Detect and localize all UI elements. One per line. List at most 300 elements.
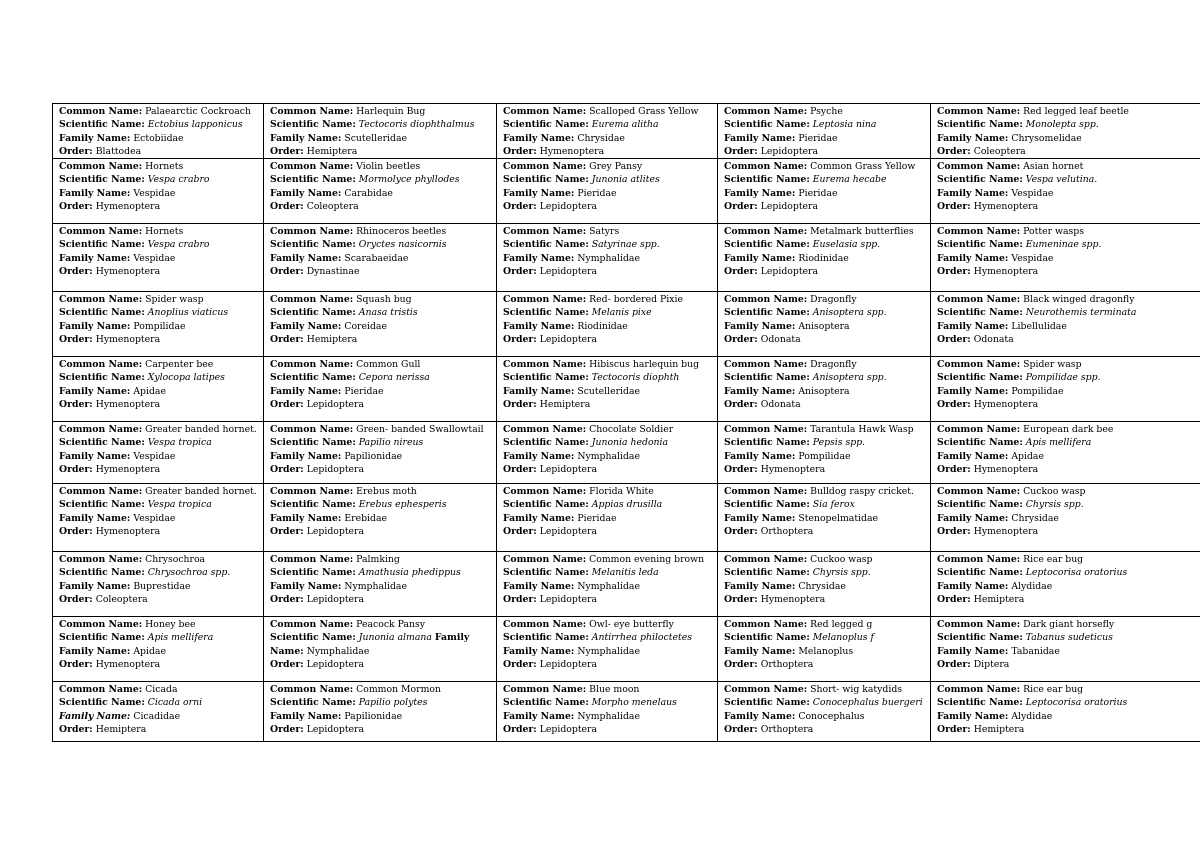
insect-card (264, 484, 497, 552)
scientific-name-label: Scientific Name: (59, 372, 145, 384)
common-name-line (724, 358, 930, 371)
family-name-line (724, 645, 930, 658)
common-name-line (59, 618, 263, 631)
family-name-line (270, 187, 496, 200)
common-name-line (937, 358, 1200, 371)
family-name-line (59, 580, 263, 593)
order-line (503, 593, 717, 606)
common-name-value: Owl- eye butterfly (589, 619, 674, 631)
scientific-name-value: Vespa crabro (147, 239, 210, 251)
order-value: Hymenoptera (95, 464, 161, 476)
table-row (53, 422, 1200, 484)
scientific-name-value: Pepsis spp. (812, 437, 866, 449)
scientific-name-value: Chyrsis spp. (1025, 499, 1084, 511)
scientific-name-label: Scientific Name: (724, 697, 810, 709)
order-value: Lepidoptera (539, 266, 598, 278)
insect-card (931, 617, 1200, 682)
order-line (503, 200, 717, 213)
scientific-name-label: Scientific Name: (59, 567, 145, 579)
family-name-line (270, 132, 496, 145)
insect-card (497, 617, 718, 682)
order-value: Hymenoptera (95, 526, 161, 538)
family-name-label: Family Name: (503, 132, 575, 144)
insect-card (497, 224, 718, 292)
common-name-line (937, 683, 1200, 696)
insect-card (718, 617, 931, 682)
common-name-value: Common Mormon (356, 684, 441, 696)
family-name-label: Family Name: (59, 512, 131, 524)
order-line (937, 525, 1200, 538)
common-name-label: Common Name: (59, 106, 143, 117)
family-name-label: Family Name: (270, 320, 342, 332)
scientific-name-value: Oryctes nasicornis (358, 239, 447, 251)
insect-card (264, 292, 497, 357)
common-name-line (724, 225, 930, 238)
order-label: Order: (724, 145, 758, 157)
order-label: Order: (724, 266, 758, 278)
common-name-value: Dragonfly (810, 294, 857, 306)
family-name-line (503, 385, 717, 398)
insect-card (53, 104, 264, 159)
common-name-line (724, 160, 930, 173)
order-value: Hemiptera (95, 724, 147, 736)
order-value: Lepidoptera (306, 594, 365, 606)
insect-card (497, 682, 718, 742)
family-name-label: Family Name: (937, 252, 1009, 264)
scientific-name-label: Scientific Name: (59, 239, 145, 251)
common-name-label: Common Name: (724, 684, 808, 696)
order-label: Order: (270, 334, 304, 346)
common-name-label: Common Name: (270, 106, 354, 117)
common-name-label: Common Name: (59, 486, 143, 498)
common-name-value: Green- banded Swallowtail (356, 424, 484, 436)
table-row (53, 357, 1200, 422)
common-name-label: Common Name: (59, 424, 143, 436)
family-name-line (937, 450, 1200, 463)
family-name-value: Pompilidae (798, 450, 851, 462)
family-name-label: Family Name: (59, 320, 131, 332)
scientific-name-value: Euselasia spp. (812, 239, 881, 251)
order-value: Hymenoptera (95, 201, 161, 213)
order-line (270, 145, 496, 158)
common-name-value: Palmking (356, 554, 400, 566)
insect-card (53, 224, 264, 292)
scientific-name-line (724, 173, 930, 186)
order-label: Order: (937, 399, 971, 411)
scientific-name-line (937, 306, 1200, 319)
scientific-name-label: Scientific Name: (724, 119, 810, 131)
scientific-name-value: Vespa crabro (147, 174, 210, 186)
family-name-label: Family Name: (59, 450, 131, 462)
scientific-name-value: Melanitis leda (591, 567, 659, 579)
table-row (53, 484, 1200, 552)
insect-card (931, 682, 1200, 742)
family-name-line (59, 710, 263, 723)
common-name-line (270, 485, 496, 498)
common-name-label: Common Name: (59, 619, 143, 631)
order-line (270, 200, 496, 213)
order-label: Order: (59, 266, 93, 278)
insect-card (53, 552, 264, 617)
order-label: Order: (59, 724, 93, 736)
common-name-label: Common Name: (503, 294, 587, 306)
scientific-name-line (724, 306, 930, 319)
order-value: Orthoptera (760, 526, 814, 538)
insect-card (931, 292, 1200, 357)
family-name-value: Erebidae (344, 512, 387, 524)
family-name-value: Libellulidae (1011, 320, 1067, 332)
order-value: Coleoptera (306, 201, 359, 213)
common-name-label: Common Name: (59, 294, 143, 306)
common-name-line (724, 553, 930, 566)
common-name-value: Spider wasp (1023, 359, 1082, 371)
scientific-name-value: Melanoplus f (812, 632, 874, 644)
common-name-label: Common Name: (270, 424, 354, 436)
order-line (937, 333, 1200, 346)
scientific-name-line (59, 566, 263, 579)
order-label: Order: (59, 659, 93, 671)
scientific-name-label: Scientific Name: (503, 174, 589, 186)
common-name-value: Rhinoceros beetles (356, 226, 447, 238)
insect-card (718, 484, 931, 552)
scientific-name-label: Scientific Name: (59, 437, 145, 449)
insect-card (931, 224, 1200, 292)
scientific-name-value: Junonia almana (358, 632, 432, 644)
scientific-name-label: Scientific Name: (937, 437, 1023, 449)
common-name-value: Chrysochroa (145, 554, 206, 566)
common-name-label: Common Name: (937, 106, 1021, 117)
insect-card (931, 552, 1200, 617)
order-value: Lepidoptera (539, 724, 598, 736)
common-name-value: Peacock Pansy (356, 619, 426, 631)
family-name-label: Family Name: (503, 320, 575, 332)
common-name-label: Common Name: (59, 226, 143, 238)
family-name-value: Ectobiidae (133, 132, 184, 144)
family-name-line (724, 320, 930, 333)
common-name-line (937, 160, 1200, 173)
order-line (270, 398, 496, 411)
family-name-line (270, 645, 496, 658)
family-name-line (270, 252, 496, 265)
common-name-label: Common Name: (503, 554, 587, 566)
scientific-name-value: Monolepta spp. (1025, 119, 1099, 131)
family-name-line (59, 512, 263, 525)
insect-card (264, 357, 497, 422)
family-name-line (937, 187, 1200, 200)
common-name-line (59, 160, 263, 173)
insect-card (931, 159, 1200, 224)
common-name-line (59, 485, 263, 498)
common-name-label: Common Name: (270, 226, 354, 238)
common-name-line (724, 683, 930, 696)
scientific-name-label: Scientific Name: (503, 499, 589, 511)
family-name-value: Pieridae (577, 512, 617, 524)
family-name-label: Family Name: (724, 187, 796, 199)
order-label: Order: (270, 594, 304, 606)
scientific-name-line (503, 436, 717, 449)
family-name-label: Family Name: (503, 580, 575, 592)
family-name-label: Family Name: (503, 252, 575, 264)
common-name-line (724, 105, 930, 118)
common-name-label: Common Name: (724, 359, 808, 371)
order-value: Hymenoptera (95, 334, 161, 346)
family-name-label: Family Name: (503, 512, 575, 524)
scientific-name-label: Scientific Name: (937, 499, 1023, 511)
scientific-name-value: Junonia atlites (591, 174, 660, 186)
common-name-value: Dragonfly (810, 359, 857, 371)
family-name-value: Vespidae (1011, 187, 1054, 199)
scientific-name-line (270, 566, 496, 579)
scientific-name-line (59, 238, 263, 251)
common-name-value: Florida White (589, 486, 654, 498)
common-name-label: Common Name: (724, 226, 808, 238)
family-name-label-part: Family (434, 632, 470, 644)
family-name-value: Nymphalidae (577, 252, 640, 264)
order-line (503, 525, 717, 538)
order-label: Order: (270, 659, 304, 671)
order-label: Order: (503, 266, 537, 278)
family-name-label: Family Name: (937, 645, 1009, 657)
scientific-name-value: Xylocopa latipes (147, 372, 225, 384)
order-label: Order: (270, 724, 304, 736)
insect-card (718, 159, 931, 224)
scientific-name-label: Scientific Name: (724, 632, 810, 644)
scientific-name-label: Scientific Name: (270, 119, 356, 131)
order-label: Order: (724, 464, 758, 476)
scientific-name-label: Scientific Name: (503, 567, 589, 579)
insect-card (53, 422, 264, 484)
common-name-value: Metalmark butterflies (810, 226, 914, 238)
scientific-name-line (724, 436, 930, 449)
family-name-label: Family Name: (937, 320, 1009, 332)
family-name-value: Anisoptera (798, 385, 850, 397)
insect-card (497, 552, 718, 617)
order-label: Order: (59, 464, 93, 476)
order-value: Lepidoptera (760, 145, 819, 157)
order-label: Order: (59, 594, 93, 606)
scientific-name-value: Anisoptera spp. (812, 372, 887, 384)
family-name-value: Alydidae (1011, 580, 1053, 592)
common-name-label: Common Name: (937, 226, 1021, 238)
family-name-value: Vespidae (133, 512, 176, 524)
scientific-name-label: Scientific Name: (503, 437, 589, 449)
family-name-line (724, 252, 930, 265)
family-name-label: Family Name: (59, 710, 131, 722)
family-name-value: Nymphalidae (577, 450, 640, 462)
order-line (724, 463, 930, 476)
order-label: Order: (270, 526, 304, 538)
family-name-value: Scutelleridae (577, 385, 641, 397)
scientific-name-value: Morpho menelaus (591, 697, 677, 709)
common-name-line (503, 618, 717, 631)
scientific-name-label: Scientific Name: (59, 119, 145, 131)
scientific-name-label: Scientific Name: (937, 567, 1023, 579)
order-value: Hymenoptera (973, 399, 1039, 411)
common-name-line (937, 225, 1200, 238)
scientific-name-value: Neurothemis terminata (1025, 307, 1137, 319)
order-line (937, 265, 1200, 278)
family-name-value: Melanoplus (798, 645, 854, 657)
order-line (503, 463, 717, 476)
order-value: Coleoptera (973, 145, 1026, 157)
order-value: Lepidoptera (306, 464, 365, 476)
insect-card (53, 357, 264, 422)
order-line (270, 525, 496, 538)
scientific-name-value: Vespa tropica (147, 437, 212, 449)
common-name-label: Common Name: (503, 359, 587, 371)
scientific-name-line (503, 631, 717, 644)
family-name-value: Riodinidae (798, 252, 849, 264)
insect-card (497, 422, 718, 484)
order-line (724, 525, 930, 538)
common-name-label: Common Name: (270, 359, 354, 371)
common-name-line (59, 225, 263, 238)
common-name-value: Asian hornet (1023, 161, 1084, 173)
family-name-line (937, 512, 1200, 525)
common-name-line (724, 485, 930, 498)
order-value: Hemiptera (306, 334, 358, 346)
family-name-value: Vespidae (1011, 252, 1054, 264)
family-name-line (503, 512, 717, 525)
order-line (270, 593, 496, 606)
family-name-line (503, 187, 717, 200)
order-label: Order: (937, 334, 971, 346)
order-line (503, 333, 717, 346)
order-line (937, 593, 1200, 606)
insect-card (264, 422, 497, 484)
order-line (724, 145, 930, 158)
family-name-label: Family Name: (270, 132, 342, 144)
family-name-line (503, 645, 717, 658)
common-name-value: Satyrs (589, 226, 620, 238)
common-name-line (503, 358, 717, 371)
table-row (53, 552, 1200, 617)
scientific-name-label: Scientific Name: (724, 499, 810, 511)
family-name-value: Apidae (1011, 450, 1044, 462)
common-name-label: Common Name: (59, 359, 143, 371)
scientific-name-value: Junonia hedonia (591, 437, 669, 449)
common-name-value: Carpenter bee (145, 359, 214, 371)
family-name-label: Family Name: (937, 385, 1009, 397)
scientific-name-label: Scientific Name: (503, 239, 589, 251)
common-name-value: Red legged leaf beetle (1023, 106, 1129, 117)
scientific-name-value: Amathusia phedippus (358, 567, 461, 579)
scientific-name-value: Chyrsis spp. (812, 567, 871, 579)
family-name-label-part: Name: (270, 645, 304, 657)
scientific-name-value: Eumeninae spp. (1025, 239, 1102, 251)
order-line (937, 145, 1200, 158)
insect-card (264, 104, 497, 159)
family-name-line (724, 187, 930, 200)
family-name-label: Family Name: (270, 710, 342, 722)
order-label: Order: (270, 201, 304, 213)
scientific-name-label: Scientific Name: (503, 697, 589, 709)
order-line (59, 463, 263, 476)
order-label: Order: (59, 334, 93, 346)
order-value: Hemiptera (306, 145, 358, 157)
scientific-name-value: Leptocorisa oratorius (1025, 697, 1128, 709)
common-name-value: Common Gull (356, 359, 421, 371)
common-name-label: Common Name: (724, 161, 808, 173)
order-line (270, 723, 496, 736)
common-name-line (937, 293, 1200, 306)
scientific-name-line (503, 238, 717, 251)
family-name-line (503, 252, 717, 265)
common-name-line (724, 293, 930, 306)
scientific-name-line (724, 696, 930, 709)
family-name-value: Pieridae (798, 187, 838, 199)
scientific-name-value: Anasa tristis (358, 307, 418, 319)
common-name-line (724, 423, 930, 436)
scientific-name-line (503, 306, 717, 319)
order-value: Odonata (760, 334, 801, 346)
family-name-label: Family Name: (270, 187, 342, 199)
scientific-name-line (724, 118, 930, 131)
common-name-label: Common Name: (724, 106, 808, 117)
family-name-label: Family Name: (503, 645, 575, 657)
order-label: Order: (503, 724, 537, 736)
order-value: Odonata (760, 399, 801, 411)
scientific-name-value: Chrysochroa spp. (147, 567, 231, 579)
scientific-name-label: Scientific Name: (937, 239, 1023, 251)
family-name-line (937, 710, 1200, 723)
common-name-label: Common Name: (937, 486, 1021, 498)
common-name-label: Common Name: (503, 106, 587, 117)
scientific-name-value: Leptosia nina (812, 119, 877, 131)
common-name-label: Common Name: (937, 619, 1021, 631)
order-line (724, 200, 930, 213)
common-name-value: Rice ear bug (1023, 684, 1084, 696)
family-name-label: Family Name: (59, 252, 131, 264)
insect-card (718, 224, 931, 292)
family-name-line (937, 132, 1200, 145)
family-name-label: Family Name: (270, 512, 342, 524)
common-name-line (59, 423, 263, 436)
insect-card (718, 292, 931, 357)
scientific-name-value: Mormolyce phyllodes (358, 174, 460, 186)
family-name-line (503, 580, 717, 593)
order-line (724, 333, 930, 346)
scientific-name-line (937, 238, 1200, 251)
scientific-name-label: Scientific Name: (724, 174, 810, 186)
scientific-name-label: Scientific Name: (270, 632, 356, 644)
common-name-line (937, 105, 1200, 118)
family-name-value: Apidae (133, 385, 166, 397)
scientific-name-line (270, 498, 496, 511)
common-name-line (270, 553, 496, 566)
family-name-value: Carabidae (344, 187, 393, 199)
common-name-value: Greater banded hornet. (145, 424, 257, 436)
family-name-line (270, 512, 496, 525)
family-name-line (59, 132, 263, 145)
common-name-line (937, 553, 1200, 566)
family-name-label: Family Name: (724, 385, 796, 397)
insect-card (718, 552, 931, 617)
scientific-name-line (59, 118, 263, 131)
scientific-name-value: Tabanus sudeticus (1025, 632, 1113, 644)
family-name-line (270, 580, 496, 593)
common-name-value: Cuckoo wasp (810, 554, 873, 566)
scientific-name-line (270, 238, 496, 251)
table-row (53, 224, 1200, 292)
order-label: Order: (724, 659, 758, 671)
order-label: Order: (724, 724, 758, 736)
common-name-line (270, 293, 496, 306)
order-label: Order: (724, 334, 758, 346)
family-name-value: Nymphalidae (577, 580, 640, 592)
scientific-name-label: Scientific Name: (503, 307, 589, 319)
order-line (724, 398, 930, 411)
